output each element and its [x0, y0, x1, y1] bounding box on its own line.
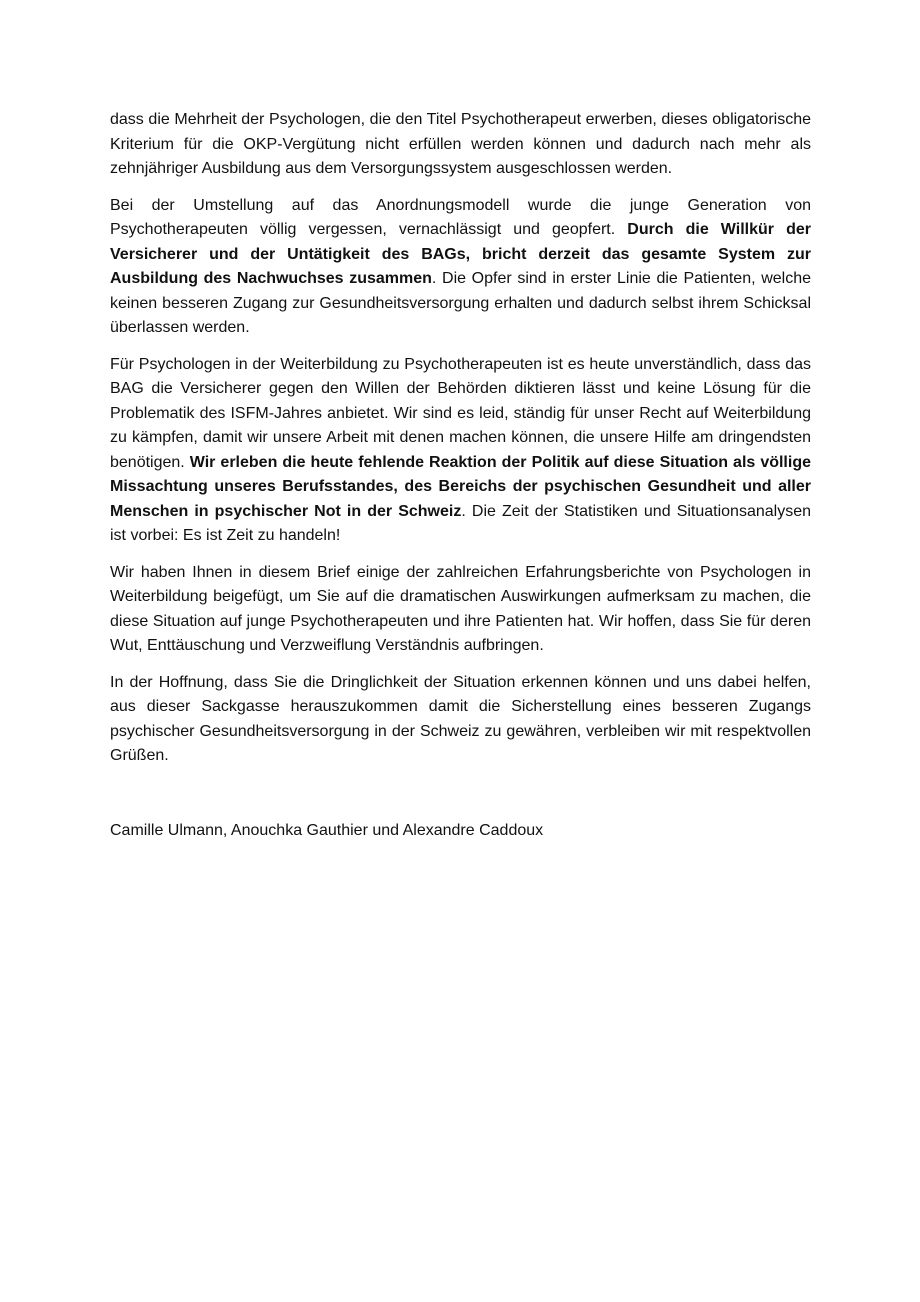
paragraph-2-text-b: . Die Opfer sind in erster Linie die Patienten, welche keinen besseren Zugang zur Gesundheitsversorgung erhalten und dadurch selbst ihrem Schicksal überlassen werden. [110, 270, 811, 336]
paragraph-2-text-a: Bei der Umstellung auf das Anordnungsmodell wurde die junge Generation von Psychotherapeuten völlig vergessen, vernachlässigt und geopfert. [110, 196, 811, 238]
paragraph-5-text: In der Hoffnung, dass Sie die Dringlichkeit der Situation erkennen können und uns dabei helfen, aus dieser Sackgasse herauszukommen damit die Sicherstellung eines besseren Zugangs psychischer Gesundheitsversorgung in der Schweiz zu gewähren, verbleiben wir mit respektvollen Grüßen. [110, 673, 811, 764]
paragraph-4-text: Wir haben Ihnen in diesem Brief einige der zahlreichen Erfahrungsberichte von Psychologen in Weiterbildung beigefügt, um Sie auf die dramatischen Auswirkungen aufmerksam zu machen, die diese Situation auf junge Psychotherapeuten und ihre Patienten hat. Wir hoffen, dass Sie für deren Wut, Enttäuschung und Verzweiflung Verständnis aufbringen. [110, 563, 811, 654]
paragraph-2-bold-text: Durch die Willkür der Versicherer und der Untätigkeit des BAGs, bricht derzeit das gesamte System zur Ausbildung des Nachwuchses zusammen [110, 221, 811, 287]
paragraph-2 [110, 194, 811, 341]
paragraph-4 [110, 561, 811, 659]
paragraph-5 [110, 671, 811, 769]
signature-line: Camille Ulmann, Anouchka Gauthier und Alexandre Caddoux [110, 821, 544, 839]
paragraph-3 [110, 353, 811, 549]
letter-body [110, 108, 811, 855]
paragraph-1-text: dass die Mehrheit der Psychologen, die den Titel Psychotherapeut erwerben, dieses obligatorische Kriterium für die OKP-Vergütung nicht erfüllen werden können und dadurch nach mehr als zehnjähriger Ausbildung aus dem Versorgungssystem ausgeschlossen werden. [110, 111, 811, 177]
paragraph-1 [110, 108, 811, 182]
paragraph-3-text-a: Für Psychologen in der Weiterbildung zu Psychotherapeuten ist es heute unverständlich, dass das BAG die Versicherer gegen den Willen der Behörden diktieren lässt und keine Lösung für die Problematik des ISFM-Jahres anbietet. Wir sind es leid, ständig für unser Recht auf Weiterbildung zu kämpfen, damit wir unsere Arbeit mit denen machen können, die unsere Hilfe am dringendsten benötigen. [110, 355, 811, 471]
paragraph-3-text-b: . Die Zeit der Statistiken und Situationsanalysen ist vorbei: Es ist Zeit zu handeln! [110, 502, 811, 544]
paragraph-3-bold-text: Wir erleben die heute fehlende Reaktion der Politik auf diese Situation als völlige Missachtung unseres Berufsstandes, des Bereichs der psychischen Gesundheit und aller Menschen in psychischer Not in der Schweiz [110, 453, 811, 520]
